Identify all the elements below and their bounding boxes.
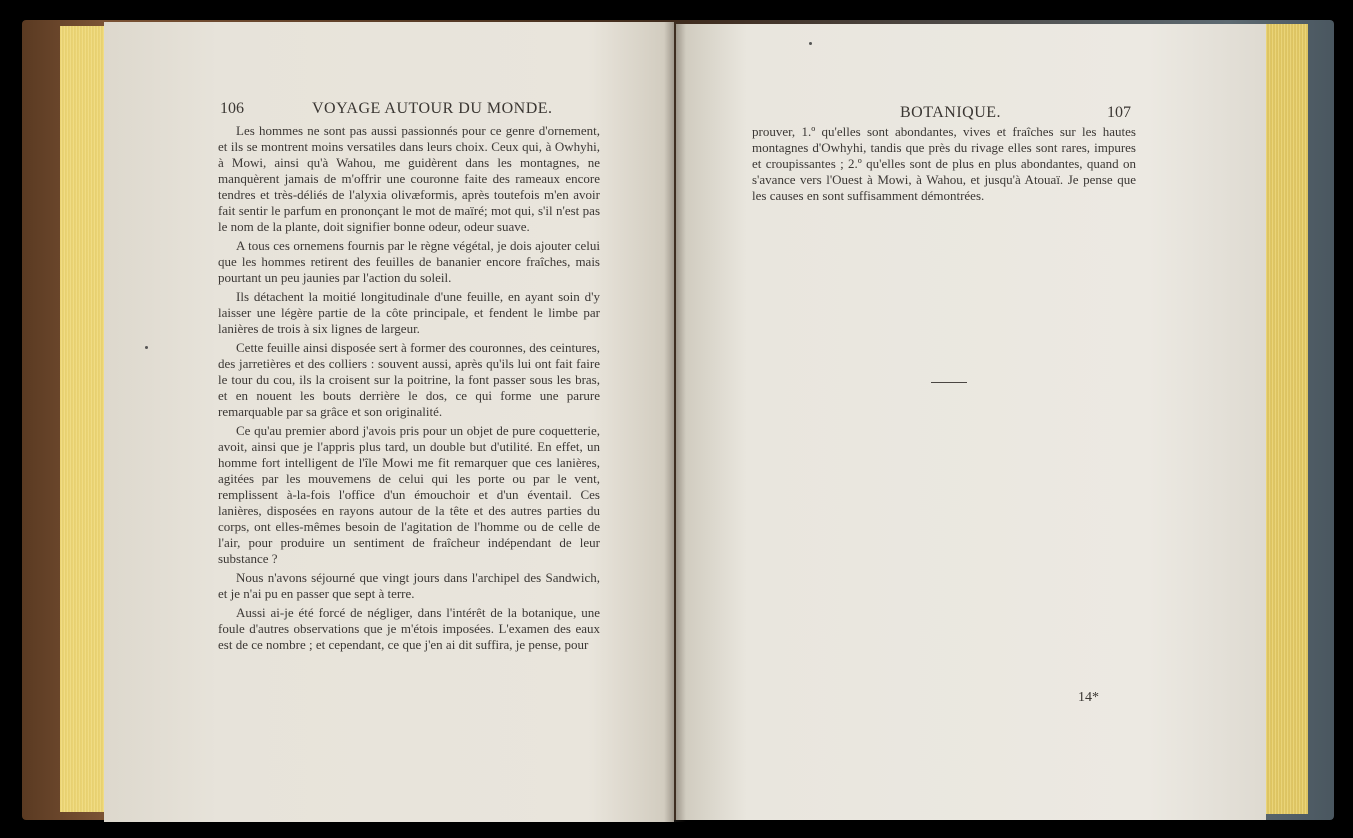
paper-speck (809, 42, 812, 45)
right-running-title: BOTANIQUE. (900, 104, 1002, 121)
left-page-header (220, 100, 600, 122)
signature-mark: 14* (1078, 690, 1099, 705)
left-page-number: 106 (220, 100, 244, 117)
left-page-edges (60, 26, 110, 812)
left-paragraph: Ce qu'au premier abord j'avois pris pour un objet de pure coquetterie, avoit, ainsi que je l'appris plus tard, un double but d'utilité. En effet, un homme fort intelligent de l'île Mowi me fit remarquer que ces lanières, agitées par les mouvemens de celui qui les porte ou par le vent, remplissent à-la-fois l'office d'un émouchoir et d'un éventail. Ces lanières, disposées en rayons autour de la tête et des autres parties du corps, ont elles-mêmes besoin de l'agitation de l'homme ou de celle de l'air, pour produire un sentiment de fraîcheur indépendant de leur substance ? (218, 423, 600, 566)
left-paragraph: Nous n'avons séjourné que vingt jours dans l'archipel des Sandwich, et je n'ai pu en passer que sept à terre. (218, 570, 600, 601)
section-divider (931, 382, 967, 383)
right-page-number: 107 (1107, 104, 1131, 121)
left-paragraph: A tous ces ornemens fournis par le règne végétal, je dois ajouter celui que les hommes retirent des feuilles de bananier encore fraîches, mais pourtant un peu jaunies par l'action du soleil. (218, 238, 600, 285)
left-paragraph: Aussi ai-je été forcé de négliger, dans l'intérêt de la botanique, une foule d'autres observations que je m'étois imposées. L'examen des eaux est de ce nombre ; et cependant, ce que j'en ai dit suffira, je pense, pour (218, 605, 600, 652)
left-paragraph: Ils détachent la moitié longitudinale d'une feuille, en ayant soin d'y laisser une légère partie de la côte principale, et fendent le limbe par lanières de trois à six lignes de largeur. (218, 289, 600, 336)
right-page-edges (1262, 24, 1308, 814)
left-paragraph: Les hommes ne sont pas aussi passionnés pour ce genre d'ornement, et ils se montrent moins versatiles dans leurs choix. Ceux qui, à Owhyhi, à Mowi, ainsi qu'à Wahou, me guidèrent dans les montagnes, ne manquèrent jamais de m'offrir une couronne faite des rameaux encore tendres et très-déliés de l'alyxia olivæformis, après toutefois m'en avoir fait sentir le parfum en prononçant le mot de maïré; mot qui, s'il n'est pas le nom de la plante, doit signifier bonne odeur, odeur suave. (218, 123, 600, 234)
left-page-text (218, 123, 600, 653)
left-running-title: VOYAGE AUTOUR DU MONDE. (312, 100, 553, 117)
left-paragraph: Cette feuille ainsi disposée sert à former des couronnes, des ceintures, des jarretières et des colliers : souvent aussi, après qu'ils lui ont fait faire le tour du cou, ils la croisent sur la poitrine, la font passer sous les bras, et en nouent les bouts derrière le dos, ce qui forme une parure remarquable par sa grâce et son originalité. (218, 340, 600, 419)
paper-speck (145, 346, 148, 349)
right-paragraph: prouver, 1.º qu'elles sont abondantes, vives et fraîches sur les hautes montagnes d'Owhyhi, tandis que près du rivage elles sont rares, impures et croupissantes ; 2.º qu'elles sont de plus en plus abondantes, quand on s'avance vers l'Ouest à Mowi, à Wahou, et jusqu'à Atouaï. Je pense que les causes en sont suffisamment démontrées. (752, 124, 1136, 203)
book-gutter (664, 22, 686, 822)
right-page-header (900, 104, 1130, 126)
right-page-text (752, 124, 1136, 204)
